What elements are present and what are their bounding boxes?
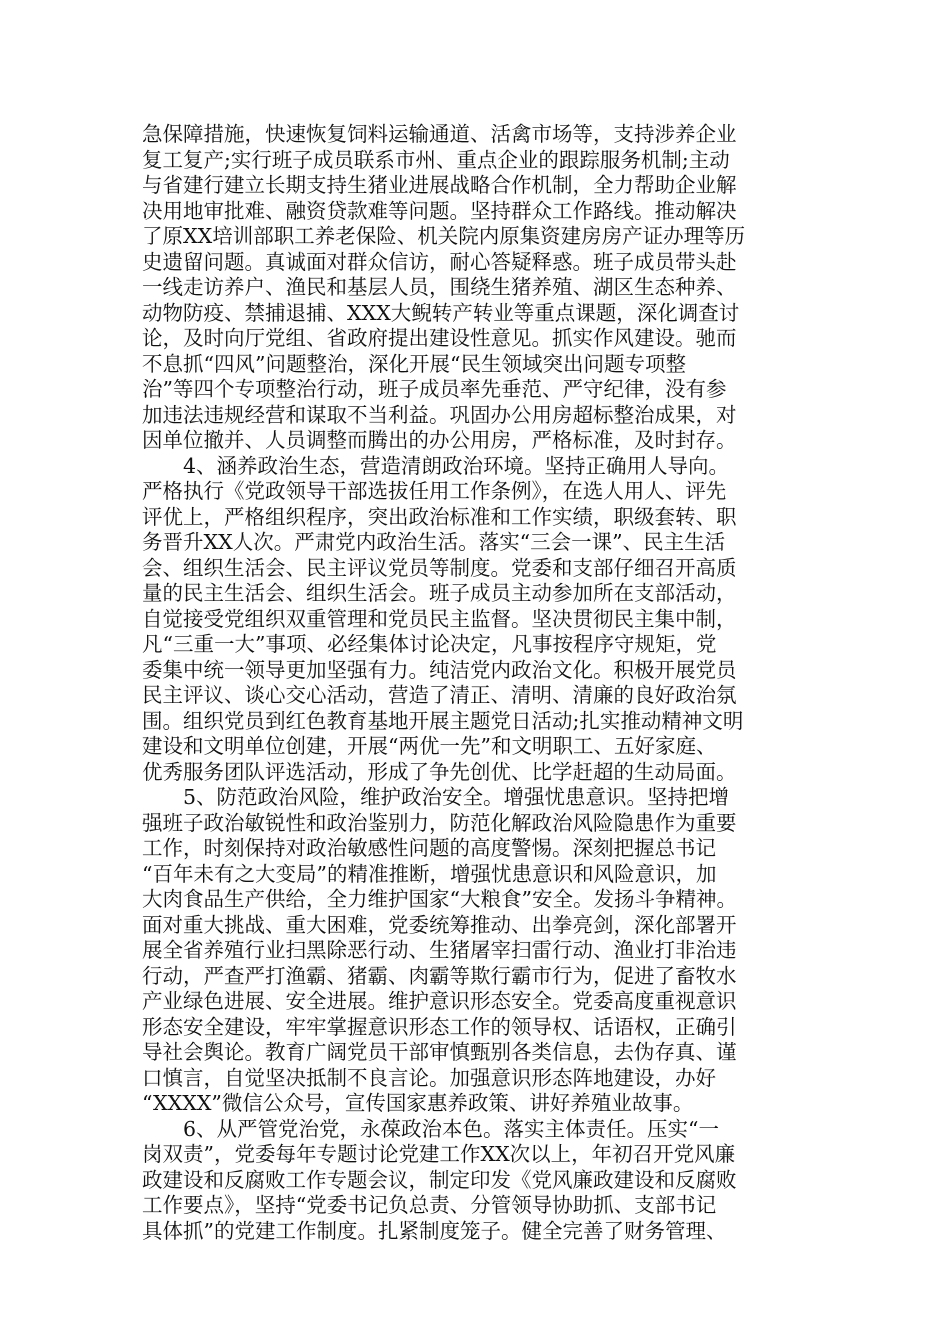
- text-line: 委集中统一领导更加坚强有力。纯洁党内政治文化。积极开展党员: [142, 657, 737, 682]
- text-line: 务晋升XX人次。严肃党内政治生活。落实“三会一课”、民主生活: [142, 530, 726, 554]
- text-line: 大肉食品生产供给，全力维护国家“大粮食”安全。发扬斗争精神。: [142, 887, 737, 911]
- text-line: 岗双责”，党委每年专题讨论党建工作XX次以上，年初召开党风廉: [142, 1142, 736, 1166]
- text-line: 严格执行《党政领导干部选拔任用工作条例》，在选人用人、评先: [142, 479, 727, 503]
- text-line: 凡“三重一大”事项、必经集体讨论决定，凡事按程序守规矩，党: [142, 632, 717, 656]
- text-line: 口慎言，自觉坚决抵制不良言论。加强意识形态阵地建设，办好: [142, 1065, 716, 1090]
- text-line: 一线走访养户、渔民和基层人员，围绕生猪养殖、湖区生态种养、: [142, 275, 737, 299]
- text-line: 工作，时刻保持对政治敏感性问题的高度警惕。深刻把握总书记: [142, 836, 716, 860]
- text-line: 强班子政治敏锐性和政治鉴别力，防范化解政治风险隐患作为重要: [142, 810, 737, 835]
- text-line: 复工复产;实行班子成员联系市州、重点企业的跟踪服务机制;主动: [142, 147, 730, 172]
- text-line: 不息抓“四风”问题整治，深化开展“民生领域突出问题专项整: [142, 351, 686, 376]
- text-line: 建设和文明单位创建，开展“两优一先”和文明职工、五好家庭、: [142, 734, 717, 758]
- text-line: 4、涵养政治生态，营造清朗政治环境。坚持正确用人导向。: [142, 453, 730, 478]
- text-line: 动物防疫、禁捕退捕、XXX大鲵转产转业等重点课题，深化调查讨: [142, 300, 740, 325]
- text-line: 展全省养殖行业扫黑除恶行动、生猪屠宰扫雷行动、渔业打非治违: [142, 938, 737, 962]
- text-line: 优秀服务团队评选活动，形成了争先创优、比学赶超的生动局面。: [142, 759, 737, 784]
- text-line: 因单位撤并、人员调整而腾出的办公用房，严格标准，及时封存。: [142, 428, 737, 452]
- body-text: [142, 122, 822, 1244]
- text-line: 自觉接受党组织双重管理和党员民主监督。坚决贯彻民主集中制，: [142, 606, 737, 631]
- text-line: 5、防范政治风险，维护政治安全。增强忧患意识。坚持把增: [142, 785, 730, 809]
- text-line: 6、从严管党治党，永葆政治本色。落实主体责任。压实“一: [142, 1116, 720, 1141]
- text-line: 急保障措施，快速恢复饲料运输通道、活禽市场等，支持涉养企业: [142, 122, 737, 146]
- text-line: 政建设和反腐败工作专题会议，制定印发《党风廉政建设和反腐败: [142, 1167, 737, 1192]
- text-line: 具体抓”的党建工作制度。扎紧制度笼子。健全完善了财务管理、: [142, 1218, 727, 1243]
- text-line: 评优上，严格组织程序，突出政治标准和工作实绩，职级套转、职: [142, 504, 737, 529]
- text-line: “XXXX”微信公众号，宣传国家惠养政策、讲好养殖业故事。: [142, 1091, 694, 1115]
- text-line: 导社会舆论。教育广阔党员干部审慎甄别各类信息，去伪存真、谨: [142, 1040, 737, 1064]
- text-line: 会、组织生活会、民主评议党员等制度。党委和支部仔细召开高质: [142, 555, 737, 580]
- text-line: 治”等四个专项整治行动，班子成员率先垂范、严守纪律，没有参: [142, 377, 727, 401]
- text-line: 史遗留问题。真诚面对群众信访，耐心答疑释惑。班子成员带头赴: [142, 249, 737, 274]
- text-line: 与省建行建立长期支持生猪业进展战略合作机制，全力帮助企业解: [142, 173, 737, 197]
- text-line: 了原XX培训部职工养老保险、机关院内原集资建房房产证办理等历: [142, 224, 746, 248]
- text-line: 产业绿色进展、安全进展。维护意识形态安全。党委高度重视意识: [142, 989, 737, 1013]
- text-line: 工作要点》，坚持“党委书记负总责、分管领导协助抓、支部书记: [142, 1193, 717, 1217]
- text-line: 论，及时向厅党组、省政府提出建设性意见。抓实作风建设。驰而: [142, 326, 737, 350]
- text-line: 面对重大挑战、重大困难，党委统筹推动、出拳亮剑，深化部署开: [142, 912, 737, 937]
- text-line: 行动，严查严打渔霸、猪霸、肉霸等欺行霸市行为，促进了畜牧水: [142, 963, 737, 988]
- text-line: 围。组织党员到红色教育基地开展主题党日活动;扎实推动精神文明: [142, 708, 744, 733]
- text-line: 决用地审批难、融资贷款难等问题。坚持群众工作路线。推动解决: [142, 198, 737, 223]
- text-line: 加违法违规经营和谋取不当利益。巩固办公用房超标整治成果，对: [142, 402, 737, 427]
- text-line: 民主评议、谈心交心活动，营造了清正、清明、清廉的良好政治氛: [142, 683, 737, 707]
- text-line: 量的民主生活会、组织生活会。班子成员主动参加所在支部活动，: [142, 581, 737, 605]
- text-line: 形态安全建设，牢牢掌握意识形态工作的领导权、话语权，正确引: [142, 1014, 737, 1039]
- text-line: “百年未有之大变局”的精准推断，增强忧患意识和风险意识，加: [142, 861, 717, 886]
